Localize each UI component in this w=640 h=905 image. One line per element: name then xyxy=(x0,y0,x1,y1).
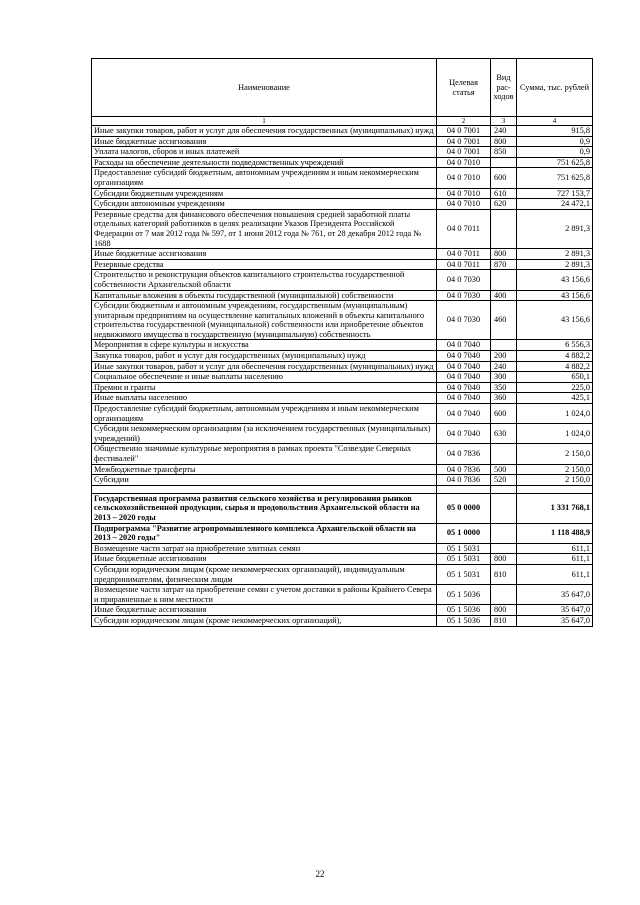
row-sum-cell: 35 647,0 xyxy=(517,585,593,605)
table-row xyxy=(92,340,593,351)
row-kind-cell: 800 xyxy=(491,136,517,147)
row-target-cell: 04 0 7040 xyxy=(437,361,491,372)
header-target: Целевая статья xyxy=(437,59,491,117)
table-row xyxy=(92,270,593,290)
row-target-cell: 04 0 7836 xyxy=(437,475,491,486)
row-name-cell xyxy=(92,485,437,493)
budget-document xyxy=(91,58,590,627)
row-kind-cell: 360 xyxy=(491,393,517,404)
row-kind-cell xyxy=(491,523,517,543)
row-kind-cell: 620 xyxy=(491,199,517,210)
table-row xyxy=(92,382,593,393)
row-target-cell: 04 0 7836 xyxy=(437,444,491,464)
row-name-cell: Иные бюджетные ассигнования xyxy=(92,554,437,565)
row-name-cell: Межбюджетные трансферты xyxy=(92,464,437,475)
table-row xyxy=(92,444,593,464)
row-kind-cell xyxy=(491,270,517,290)
row-target-cell: 04 0 7040 xyxy=(437,424,491,444)
budget-table xyxy=(91,58,593,627)
row-name-cell: Иные закупки товаров, работ и услуг для обеспечения государственных (муниципальных) нужд xyxy=(92,361,437,372)
row-sum-cell: 751 625,8 xyxy=(517,168,593,188)
row-name-cell: Социальное обеспечение и иные выплаты населению xyxy=(92,372,437,383)
row-target-cell: 04 0 7011 xyxy=(437,259,491,270)
row-sum-cell: 0,9 xyxy=(517,147,593,158)
row-sum-cell: 24 472,1 xyxy=(517,199,593,210)
page-number: 22 xyxy=(315,869,325,879)
row-kind-cell: 870 xyxy=(491,259,517,270)
table-row xyxy=(92,585,593,605)
row-name-cell: Субсидии автономным учреждениям xyxy=(92,199,437,210)
row-name-cell: Общественно значимые культурные мероприятия в рамках проекта "Созвездие Северных фестивалей" xyxy=(92,444,437,464)
row-name-cell: Возмещение части затрат на приобретение элитных семян xyxy=(92,543,437,554)
row-target-cell: 05 1 5036 xyxy=(437,585,491,605)
row-target-cell: 04 0 7001 xyxy=(437,136,491,147)
row-target-cell xyxy=(437,485,491,493)
table-row xyxy=(92,147,593,158)
row-sum-cell: 6 556,3 xyxy=(517,340,593,351)
row-sum-cell: 43 156,6 xyxy=(517,270,593,290)
row-target-cell: 05 1 5036 xyxy=(437,605,491,616)
row-target-cell: 05 1 0000 xyxy=(437,523,491,543)
table-row xyxy=(92,372,593,383)
row-sum-cell: 1 118 488,9 xyxy=(517,523,593,543)
row-name-cell: Предоставление субсидий бюджетным, автономным учреждениям и иным некоммерческим организациям xyxy=(92,168,437,188)
row-sum-cell: 35 647,0 xyxy=(517,615,593,626)
row-kind-cell xyxy=(491,209,517,248)
table-row xyxy=(92,615,593,626)
row-target-cell: 04 0 7040 xyxy=(437,351,491,362)
row-sum-cell: 1 331 768,1 xyxy=(517,493,593,523)
row-sum-cell: 2 891,3 xyxy=(517,209,593,248)
row-kind-cell: 460 xyxy=(491,301,517,340)
row-target-cell: 04 0 7040 xyxy=(437,372,491,383)
table-row xyxy=(92,301,593,340)
table-row xyxy=(92,209,593,248)
table-row xyxy=(92,188,593,199)
row-kind-cell: 400 xyxy=(491,290,517,301)
row-target-cell: 04 0 7010 xyxy=(437,188,491,199)
row-sum-cell: 2 891,3 xyxy=(517,249,593,260)
row-sum-cell: 2 150,0 xyxy=(517,475,593,486)
row-kind-cell: 300 xyxy=(491,372,517,383)
table-row xyxy=(92,361,593,372)
table-row xyxy=(92,157,593,168)
row-sum-cell: 751 625,8 xyxy=(517,157,593,168)
row-name-cell: Премии и гранты xyxy=(92,382,437,393)
column-number: 2 xyxy=(437,117,491,126)
row-target-cell: 04 0 7011 xyxy=(437,209,491,248)
row-sum-cell: 2 891,3 xyxy=(517,259,593,270)
table-row xyxy=(92,136,593,147)
row-target-cell: 04 0 7001 xyxy=(437,147,491,158)
row-name-cell: Субсидии юридическим лицам (кроме некоммерческих организаций), xyxy=(92,615,437,626)
row-name-cell: Резервные средства xyxy=(92,259,437,270)
row-kind-cell: 600 xyxy=(491,168,517,188)
row-target-cell: 05 1 5036 xyxy=(437,615,491,626)
table-row xyxy=(92,126,593,137)
table-row xyxy=(92,564,593,584)
row-name-cell: Иные бюджетные ассигнования xyxy=(92,249,437,260)
header-kind: Вид рас-ходов xyxy=(491,59,517,117)
row-sum-cell: 35 647,0 xyxy=(517,605,593,616)
table-row xyxy=(92,493,593,523)
table-row xyxy=(92,554,593,565)
row-kind-cell: 630 xyxy=(491,424,517,444)
row-name-cell: Предоставление субсидий бюджетным, автономным учреждениям и иным некоммерческим организациям xyxy=(92,404,437,424)
row-kind-cell xyxy=(491,585,517,605)
row-name-cell: Уплата налогов, сборов и иных платежей xyxy=(92,147,437,158)
row-target-cell: 04 0 7030 xyxy=(437,290,491,301)
row-sum-cell: 0,9 xyxy=(517,136,593,147)
column-number: 4 xyxy=(517,117,593,126)
row-kind-cell: 500 xyxy=(491,464,517,475)
row-target-cell: 04 0 7030 xyxy=(437,270,491,290)
row-sum-cell: 4 882,2 xyxy=(517,361,593,372)
row-name-cell: Резервные средства для финансового обеспечения повышения средней заработной платы отдельных категорий работников в целях реализации Указов Президента Российской Федерации от 7 мая 2012 года № 597, от 1 июня 2012 года № 761, от 28 декабря 2012 года № 1688 xyxy=(92,209,437,248)
row-kind-cell xyxy=(491,340,517,351)
row-target-cell: 04 0 7010 xyxy=(437,157,491,168)
column-number-row xyxy=(92,117,593,126)
row-kind-cell: 350 xyxy=(491,382,517,393)
row-name-cell: Закупка товаров, работ и услуг для государственных (муниципальных) нужд xyxy=(92,351,437,362)
table-row xyxy=(92,475,593,486)
row-name-cell: Субсидии бюджетным и автономным учреждениям, государственным (муниципальным) унитарным предприятиям на осуществление капитальных вложений в объекты капитального строительства государственной (муниципальной) собственности или приобретение объектов недвижимого имущества в государственную (муниципальную) собственность xyxy=(92,301,437,340)
row-sum-cell xyxy=(517,485,593,493)
row-sum-cell: 43 156,6 xyxy=(517,290,593,301)
row-kind-cell: 240 xyxy=(491,361,517,372)
row-target-cell: 04 0 7040 xyxy=(437,382,491,393)
row-sum-cell: 425,1 xyxy=(517,393,593,404)
table-row xyxy=(92,404,593,424)
table-header-row xyxy=(92,59,593,117)
row-name-cell: Субсидии юридическим лицам (кроме некоммерческих организаций), индивидуальным предпринимателям, физическим лицам xyxy=(92,564,437,584)
row-kind-cell: 850 xyxy=(491,147,517,158)
row-sum-cell: 43 156,6 xyxy=(517,301,593,340)
table-row xyxy=(92,523,593,543)
row-target-cell: 04 0 7010 xyxy=(437,168,491,188)
row-sum-cell: 915,8 xyxy=(517,126,593,137)
row-kind-cell: 800 xyxy=(491,554,517,565)
table-row xyxy=(92,290,593,301)
header-sum: Сумма, тыс. рублей xyxy=(517,59,593,117)
row-kind-cell: 810 xyxy=(491,615,517,626)
row-target-cell: 04 0 7040 xyxy=(437,393,491,404)
row-kind-cell xyxy=(491,157,517,168)
row-kind-cell xyxy=(491,543,517,554)
row-sum-cell: 611,1 xyxy=(517,543,593,554)
row-sum-cell: 727 153,7 xyxy=(517,188,593,199)
row-name-cell: Расходы на обеспечение деятельности подведомственных учреждений xyxy=(92,157,437,168)
row-name-cell: Субсидии xyxy=(92,475,437,486)
column-number: 1 xyxy=(92,117,437,126)
row-name-cell: Иные бюджетные ассигнования xyxy=(92,136,437,147)
row-target-cell: 04 0 7040 xyxy=(437,340,491,351)
row-kind-cell: 200 xyxy=(491,351,517,362)
row-name-cell: Иные бюджетные ассигнования xyxy=(92,605,437,616)
row-target-cell: 04 0 7001 xyxy=(437,126,491,137)
row-target-cell: 05 1 5031 xyxy=(437,564,491,584)
row-target-cell: 04 0 7836 xyxy=(437,464,491,475)
row-name-cell: Государственная программа развития сельского хозяйства и регулирования рынков сельскохозяйственной продукции, сырья и продовольствия Архангельской области на 2013 – 2020 годы xyxy=(92,493,437,523)
table-body xyxy=(92,126,593,627)
row-target-cell: 04 0 7010 xyxy=(437,199,491,210)
row-sum-cell: 4 882,2 xyxy=(517,351,593,362)
table-row xyxy=(92,259,593,270)
row-target-cell: 04 0 7040 xyxy=(437,404,491,424)
row-name-cell: Субсидии некоммерческим организациям (за исключением государственных (муниципальных) учреждений) xyxy=(92,424,437,444)
header-name: Наименование xyxy=(92,59,437,117)
row-kind-cell xyxy=(491,485,517,493)
row-sum-cell: 2 150,0 xyxy=(517,444,593,464)
row-kind-cell: 520 xyxy=(491,475,517,486)
table-row xyxy=(92,605,593,616)
row-name-cell: Подпрограмма "Развитие агропромышленного комплекса Архангельской области на 2013 – 2020 годы" xyxy=(92,523,437,543)
table-row xyxy=(92,168,593,188)
row-name-cell: Строительство и реконструкция объектов капитального строительства государственной собственности Архангельской области xyxy=(92,270,437,290)
table-row xyxy=(92,485,593,493)
row-kind-cell xyxy=(491,444,517,464)
row-target-cell: 05 1 5031 xyxy=(437,554,491,565)
row-target-cell: 04 0 7030 xyxy=(437,301,491,340)
row-sum-cell: 1 024,0 xyxy=(517,424,593,444)
row-sum-cell: 650,1 xyxy=(517,372,593,383)
table-row xyxy=(92,543,593,554)
row-kind-cell: 800 xyxy=(491,249,517,260)
row-sum-cell: 225,0 xyxy=(517,382,593,393)
column-number: 3 xyxy=(491,117,517,126)
row-kind-cell: 610 xyxy=(491,188,517,199)
row-sum-cell: 1 024,0 xyxy=(517,404,593,424)
row-target-cell: 05 0 0000 xyxy=(437,493,491,523)
row-name-cell: Иные закупки товаров, работ и услуг для обеспечения государственных (муниципальных) нужд xyxy=(92,126,437,137)
table-row xyxy=(92,393,593,404)
row-name-cell: Мероприятия в сфере культуры и искусства xyxy=(92,340,437,351)
table-row xyxy=(92,351,593,362)
table-row xyxy=(92,424,593,444)
row-sum-cell: 611,1 xyxy=(517,554,593,565)
row-name-cell: Возмещение части затрат на приобретение семян с учетом доставки в районы Крайнего Севера и приравненные к ним местности xyxy=(92,585,437,605)
row-name-cell: Капитальные вложения в объекты государственной (муниципальной) собственности xyxy=(92,290,437,301)
row-target-cell: 04 0 7011 xyxy=(437,249,491,260)
table-row xyxy=(92,249,593,260)
row-kind-cell xyxy=(491,493,517,523)
row-kind-cell: 810 xyxy=(491,564,517,584)
row-sum-cell: 2 150,0 xyxy=(517,464,593,475)
row-kind-cell: 240 xyxy=(491,126,517,137)
table-row xyxy=(92,464,593,475)
row-sum-cell: 611,1 xyxy=(517,564,593,584)
row-name-cell: Субсидии бюджетным учреждениям xyxy=(92,188,437,199)
table-row xyxy=(92,199,593,210)
row-name-cell: Иные выплаты населению xyxy=(92,393,437,404)
row-kind-cell: 800 xyxy=(491,605,517,616)
row-kind-cell: 600 xyxy=(491,404,517,424)
row-target-cell: 05 1 5031 xyxy=(437,543,491,554)
